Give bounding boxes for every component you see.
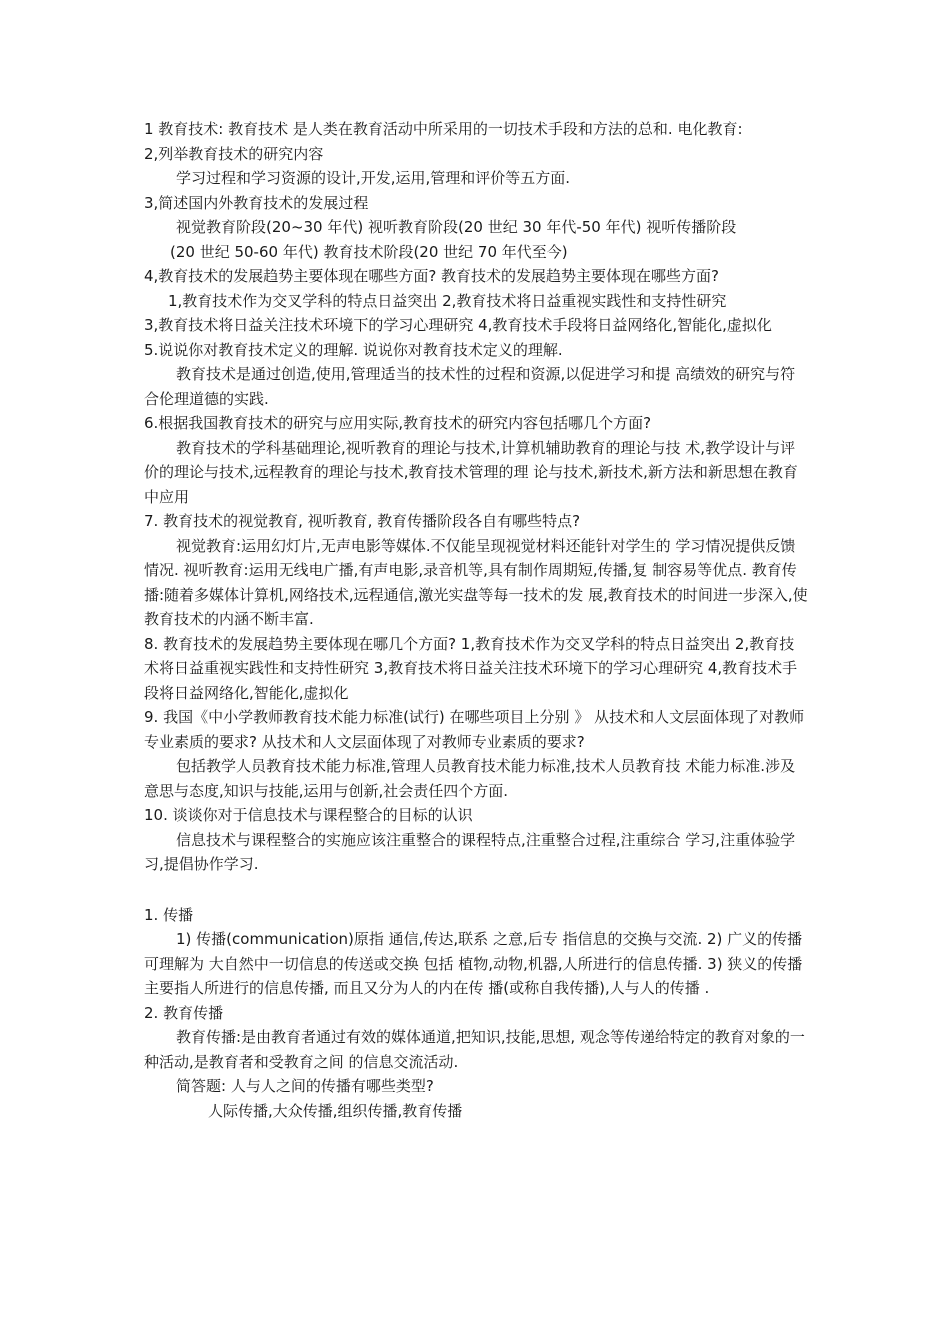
heading-communication: 1. 传播: [144, 905, 194, 924]
answer-6: 教育技术的学科基础理论,视听教育的理论与技术,计算机辅助教育的理论与技 术,教学设计与评价的理论与技术,远程教育的理论与技术,教育技术管理的理 论与技术,新技术,新方法和新思想在教育中应用: [144, 438, 798, 506]
question-6: 6.根据我国教育技术的研究与应用实际,教育技术的研究内容包括哪几个方面?: [144, 414, 652, 432]
short-answer-question: 简答题: 人与人之间的传播有哪些类型?: [176, 1077, 434, 1095]
question-5: 5.说说你对教育技术定义的理解. 说说你对教育技术定义的理解.: [144, 340, 563, 359]
answer-3-line-2: (20 世纪 50-60 年代) 教育技术阶段(20 世纪 70 年代至今): [170, 242, 568, 261]
question-10: 10. 谈谈你对于信息技术与课程整合的目标的认识: [144, 806, 473, 824]
question-7: 7. 教育技术的视觉教育, 视听教育, 教育传播阶段各自有哪些特点?: [144, 512, 581, 530]
answer-10: 信息技术与课程整合的实施应该注重整合的课程特点,注重整合过程,注重综合 学习,注重体验学习,提倡协作学习.: [144, 830, 796, 873]
answer-9: 包括教学人员教育技术能力标准,管理人员教育技术能力标准,技术人员教育技 术能力标准.涉及意思与态度,知识与技能,运用与创新,社会责任四个方面.: [144, 757, 796, 800]
question-1: 1 教育技术: 教育技术 是人类在教育活动中所采用的一切技术手段和方法的总和. 电化教育:: [144, 120, 743, 138]
short-answer-answer: 人际传播,大众传播,组织传播,教育传播: [208, 1101, 463, 1120]
paragraph-communication: 1) 传播(communication)原指 通信,传达,联系 之意,后专 指信息的交换与交流. 2) 广义的传播可理解为 大自然中一切信息的传送或交换 包括 植物,动物,机器,人所进行的信息传播. 3) 狭义的传播主要指人所进行的信息传播, 而且又分为人的内在传 播(或称自我传播),人与人的传播 .: [144, 930, 803, 997]
answer-7: 视觉教育:运用幻灯片,无声电影等媒体.不仅能呈现视觉材料还能针对学生的 学习情况提供反馈情况. 视听教育:运用无线电广播,有声电影,录音机等,具有制作周期短,传播,复 制容易等优点. 教育传播:随着多媒体计算机,网络技术,远程通信,激光实盘等每一技术的发 展,教育技术的时间进一步深入,使教育技术的内涵不断丰富.: [144, 536, 808, 628]
answer-2: 学习过程和学习资源的设计,开发,运用,管理和评价等五方面.: [176, 169, 571, 187]
paragraph-education-communication: 教育传播:是由教育者通过有效的媒体通道,把知识,技能,思想, 观念等传递给特定的教育对象的一种活动,是教育者和受教育之间 的信息交流活动.: [144, 1028, 805, 1071]
answer-4-line-1: 1,教育技术作为交叉学科的特点日益突出 2,教育技术将日益重视实践性和支持性研究: [168, 291, 727, 310]
question-8: 8. 教育技术的发展趋势主要体现在哪几个方面? 1,教育技术作为交叉学科的特点日益突出 2,教育技术将日益重视实践性和支持性研究 3,教育技术将日益关注技术环境下的学习心理研究 4,教育技术手段将日益网络化,智能化,虚拟化: [144, 634, 798, 702]
heading-education-communication: 2. 教育传播: [144, 1003, 224, 1022]
answer-3-line-1: 视觉教育阶段(20~30 年代) 视听教育阶段(20 世纪 30 年代-50 年代) 视听传播阶段: [176, 218, 737, 236]
answer-4-line-2: 3,教育技术将日益关注技术环境下的学习心理研究 4,教育技术手段将日益网络化,智能化,虚拟化: [144, 316, 772, 334]
question-4: 4,教育技术的发展趋势主要体现在哪些方面? 教育技术的发展趋势主要体现在哪些方面?: [144, 267, 720, 285]
document-body: [144, 117, 808, 1123]
section-gap: [144, 877, 808, 903]
question-2: 2,列举教育技术的研究内容: [144, 144, 324, 163]
question-9: 9. 我国《中小学教师教育技术能力标准(试行) 在哪些项目上分别 》 从技术和人文层面体现了对教师专业素质的要求? 从技术和人文层面体现了对教师专业素质的要求?: [144, 708, 805, 751]
question-3: 3,简述国内外教育技术的发展过程: [144, 193, 369, 212]
answer-5: 教育技术是通过创造,使用,管理适当的技术性的过程和资源,以促进学习和提 高绩效的研究与符合伦理道德的实践.: [144, 365, 796, 408]
